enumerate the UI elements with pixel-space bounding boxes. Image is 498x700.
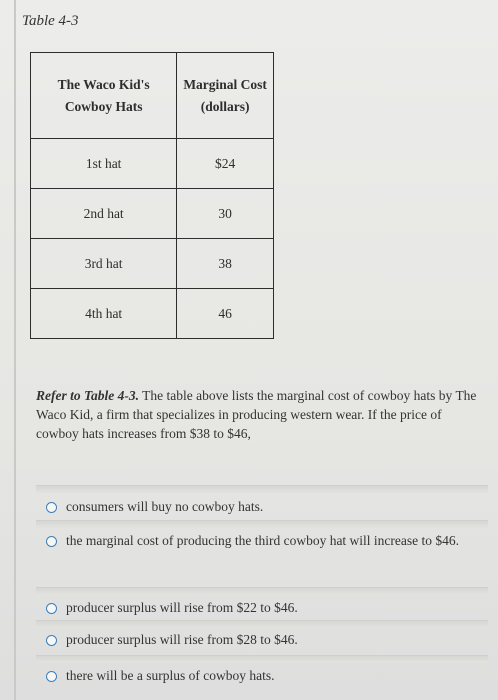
table-header-row (31, 53, 274, 139)
answer-option-2[interactable] (46, 533, 459, 549)
answer-option-3[interactable] (46, 600, 298, 616)
table-row (31, 239, 274, 289)
radio-button[interactable] (46, 502, 57, 513)
option-divider (36, 485, 488, 493)
option-label: the marginal cost of producing the third cowboy hat will increase to $46. (66, 533, 460, 548)
header-hats-line2: Cowboy Hats (64, 98, 143, 114)
table-row (31, 289, 274, 339)
row-item: 3rd hat (31, 239, 177, 289)
header-hats (31, 53, 177, 139)
option-label: consumers will buy no cowboy hats. (66, 499, 264, 514)
radio-button[interactable] (46, 536, 57, 547)
answer-option-4[interactable] (46, 632, 298, 648)
question-table-ref: Table 4-3. (84, 388, 139, 403)
header-cost-line1: Marginal Cost (183, 76, 267, 92)
question-prefix: Refer to (36, 388, 81, 403)
option-label: producer surplus will rise from $22 to $46. (66, 600, 298, 615)
row-cost: 46 (177, 289, 274, 339)
option-divider (36, 520, 488, 528)
row-cost: 38 (177, 239, 274, 289)
option-divider (36, 655, 488, 663)
row-cost: 30 (177, 189, 274, 239)
option-divider (36, 587, 488, 595)
left-border (14, 0, 16, 700)
table-row (31, 189, 274, 239)
radio-button[interactable] (46, 635, 57, 646)
table-row (31, 139, 274, 189)
row-item: 1st hat (31, 139, 177, 189)
answer-option-5[interactable] (46, 668, 274, 684)
question-body: The table above lists the marginal cost of cowboy hats by The Waco Kid, a firm that specializes in producing western wear. If the price of cowboy hats increases from $38 to $46, (36, 388, 477, 441)
row-item: 2nd hat (31, 189, 177, 239)
header-hats-line1: The Waco Kid's (57, 76, 150, 92)
header-cost-line2: (dollars) (200, 98, 250, 114)
question-text (36, 386, 486, 443)
option-label: producer surplus will rise from $28 to $46. (66, 632, 298, 647)
row-cost: $24 (177, 139, 274, 189)
radio-button[interactable] (46, 603, 57, 614)
row-item: 4th hat (31, 289, 177, 339)
answer-option-1[interactable] (46, 499, 263, 515)
header-marginal-cost (177, 53, 274, 139)
table-title: Table 4-3 (22, 13, 79, 29)
option-divider (36, 620, 488, 628)
option-label: there will be a surplus of cowboy hats. (66, 668, 275, 683)
marginal-cost-table (30, 52, 274, 339)
radio-button[interactable] (46, 671, 57, 682)
